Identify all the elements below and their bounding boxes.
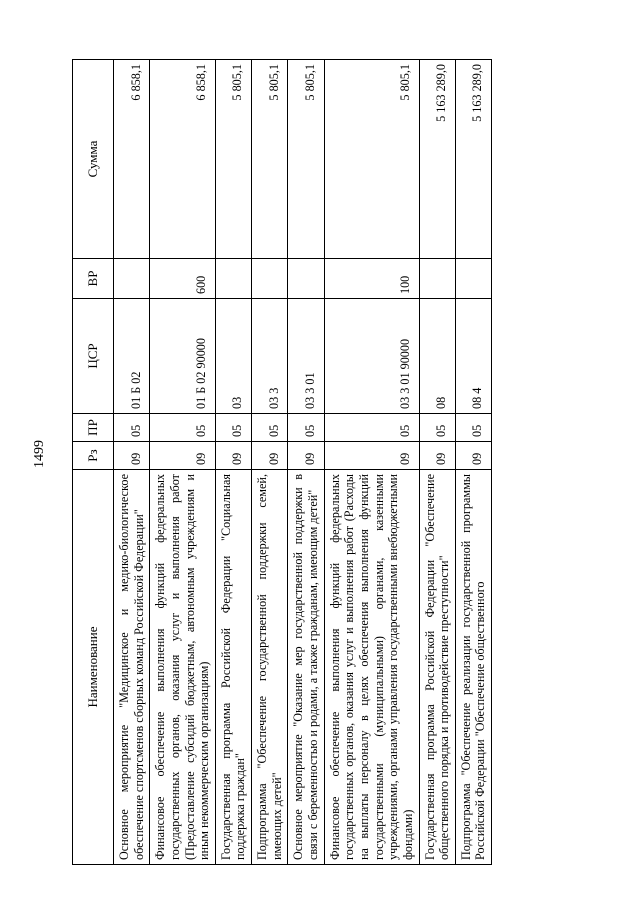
table-header-row (73, 60, 114, 865)
table-row (455, 60, 491, 865)
row-csr: 03 (215, 299, 251, 414)
table-row (252, 60, 288, 865)
row-vr (288, 259, 324, 299)
row-name: Основное мероприятие "Оказание мер государственной поддержки в связи с беременностью и родами, а также гражданам, имеющим детей" (288, 470, 324, 865)
row-rz: 09 (215, 442, 251, 470)
row-sum: 5 805,1 (324, 60, 419, 259)
row-name: Подпрограмма "Обеспечение государственной поддержки семей, имеющих детей" (252, 470, 288, 865)
row-pr: 05 (288, 414, 324, 442)
row-name: Основное мероприятие "Медицинское и медико-биологическое обеспечение спортсменов сборных команд Российской Федерации" (114, 470, 150, 865)
table-row (288, 60, 324, 865)
row-vr (455, 259, 491, 299)
row-rz: 09 (252, 442, 288, 470)
row-vr (215, 259, 251, 299)
header-sum: Сумма (73, 60, 114, 259)
row-rz: 09 (324, 442, 419, 470)
row-pr: 05 (252, 414, 288, 442)
row-pr: 05 (114, 414, 150, 442)
row-csr: 03 3 01 (288, 299, 324, 414)
row-sum: 5 163 289,0 (419, 60, 455, 259)
rotated-table-container (72, 60, 607, 865)
row-pr: 05 (324, 414, 419, 442)
row-rz: 09 (455, 442, 491, 470)
table-row (215, 60, 251, 865)
row-sum: 6 858,1 (150, 60, 216, 259)
header-pr: ПР (73, 414, 114, 442)
row-name: Государственная программа Российской Федерации "Обеспечение общественного порядка и противодействие преступности" (419, 470, 455, 865)
table-row (150, 60, 216, 865)
row-rz: 09 (419, 442, 455, 470)
row-pr: 05 (215, 414, 251, 442)
row-rz: 09 (114, 442, 150, 470)
row-rz: 09 (288, 442, 324, 470)
row-vr (114, 259, 150, 299)
row-csr: 03 3 (252, 299, 288, 414)
budget-table (72, 59, 492, 865)
row-csr: 08 (419, 299, 455, 414)
row-rz: 09 (150, 442, 216, 470)
table-row (114, 60, 150, 865)
row-sum: 6 858,1 (114, 60, 150, 259)
row-name: Подпрограмма "Обеспечение реализации государственной программы Российской Федерации "Обеспечение общественного (455, 470, 491, 865)
row-name: Государственная программа Российской Федерации "Социальная поддержка граждан" (215, 470, 251, 865)
header-vr: ВР (73, 259, 114, 299)
header-csr: ЦСР (73, 299, 114, 414)
row-csr: 01 Б 02 (114, 299, 150, 414)
row-vr: 100 (324, 259, 419, 299)
table-row (324, 60, 419, 865)
row-csr: 08 4 (455, 299, 491, 414)
row-vr (252, 259, 288, 299)
row-vr (419, 259, 455, 299)
header-name: Наименование (73, 470, 114, 865)
row-name: Финансовое обеспечение выполнения функций федеральных государственных органов, оказания услуг и выполнения работ (Предоставление субсидий бюджетным, автономным учреждениям и иным некоммерческим организациям) (150, 470, 216, 865)
row-pr: 05 (419, 414, 455, 442)
page-number-text: 1499 (32, 440, 47, 468)
row-csr: 03 3 01 90000 (324, 299, 419, 414)
row-sum: 5 805,1 (215, 60, 251, 259)
row-csr: 01 Б 02 90000 (150, 299, 216, 414)
row-sum: 5 163 289,0 (455, 60, 491, 259)
table-row (419, 60, 455, 865)
row-pr: 05 (150, 414, 216, 442)
row-vr: 600 (150, 259, 216, 299)
header-rz: Рз (73, 442, 114, 470)
row-sum: 5 805,1 (252, 60, 288, 259)
row-sum: 5 805,1 (288, 60, 324, 259)
row-name: Финансовое обеспечение выполнения функций федеральных государственных органов, оказания услуг и выполнения работ (Расходы на выплаты персоналу в целях обеспечения выполнения функций государственными (муниципальными) органами, казенными учреждениями, органами управления государственными внебюджетными фондами) (324, 470, 419, 865)
row-pr: 05 (455, 414, 491, 442)
